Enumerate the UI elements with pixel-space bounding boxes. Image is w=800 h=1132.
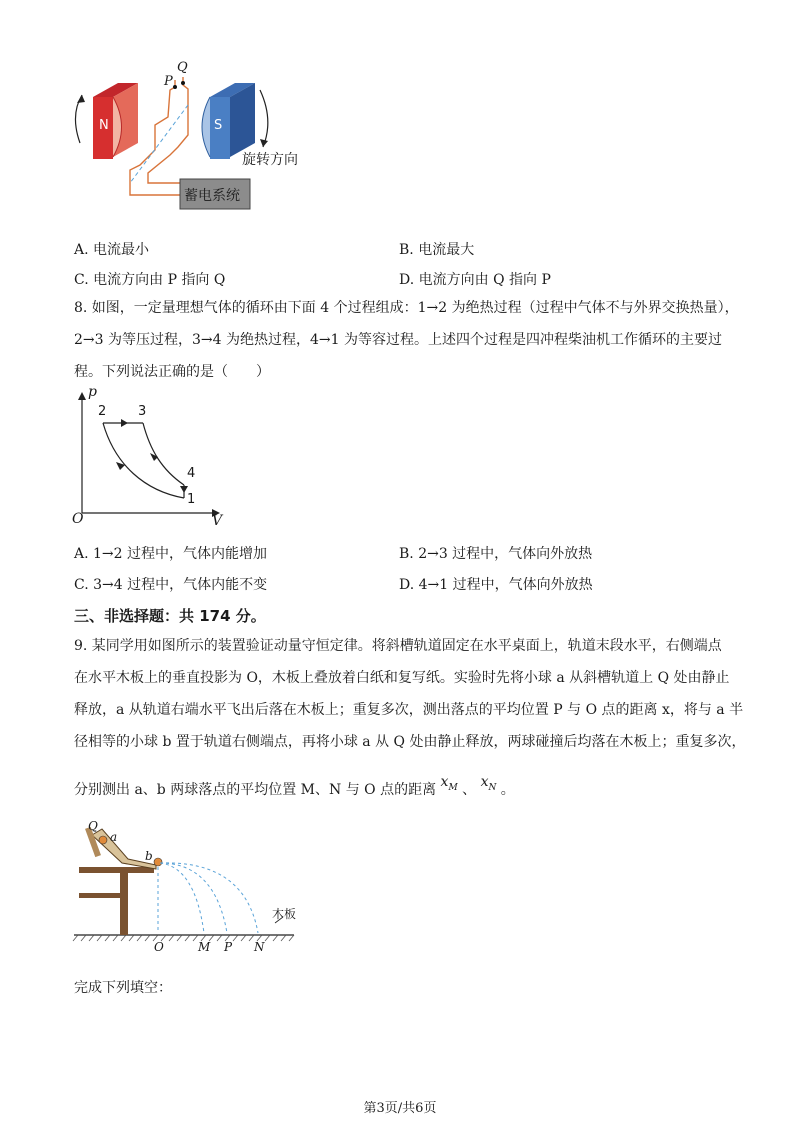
q8-option-d: D. 4→1 过程中，气体向外放热 [399,577,593,593]
pv-axis-v: V [212,513,223,529]
q9-stem-line3: 释放，a 从轨道右端水平飞出后落在木板上；重复多次，测出落点的平均位置 P 与 O 点的距离 x，将与 a 半 [74,702,744,718]
rotation-direction-label: 旋转方向 [242,152,298,168]
apparatus-label-b: b [145,849,153,863]
q7-option-d: D. 电流方向由 Q 指向 P [399,272,551,288]
q7-option-a: A. 电流最小 [74,242,150,258]
point-q-label: Q [177,60,188,75]
xn-symbol: $x_N$ [480,774,497,793]
q9-stem-line5 [74,774,515,806]
q7-option-b: B. 电流最大 [399,242,475,258]
q8-option-a: A. 1→2 过程中，气体内能增加 [74,546,268,562]
magnet-s-label: S [214,118,223,133]
point-p-label: P [164,74,173,89]
apparatus-label-p: P [224,940,233,954]
momentum-apparatus-figure [70,815,300,945]
pv-point-1: 1 [187,492,196,507]
pv-diagram [70,385,230,525]
pv-origin: O [72,511,84,527]
q9-stem-line2: 在水平木板上的垂直投影为 O，木板上叠放着白纸和复写纸。实验时先将小球 a 从斜槽轨道上 Q 处由静止 [74,670,730,686]
q7-option-c: C. 电流方向由 P 指向 Q [74,272,226,288]
page-footer: 第3页/共6页 [363,1101,437,1116]
apparatus-label-m: M [198,940,211,954]
storage-system-label: 蓄电系统 [184,188,240,204]
magnet-n-label: N [99,118,109,133]
q9-end: 。 [500,782,515,798]
apparatus-label-n: N [254,940,265,954]
pv-point-4: 4 [187,466,196,481]
apparatus-label-a: a [110,830,118,844]
q9-fill-instruction: 完成下列填空： [74,980,172,996]
q8-stem-line3: 程。下列说法正确的是（ ） [74,364,270,380]
q8-option-b: B. 2→3 过程中，气体向外放热 [399,546,593,562]
pv-point-2: 2 [98,404,107,419]
q9-stem-line1: 9. 某同学用如图所示的装置验证动量守恒定律。将斜槽轨道固定在水平桌面上，轨道末段水平，右侧端点 [74,638,722,654]
q8-option-c: C. 3→4 过程中，气体内能不变 [74,577,268,593]
q8-stem-line1: 8. 如图，一定量理想气体的循环由下面 4 个过程组成：1→2 为绝热过程（过程中气体不与外界交换热量）， [74,300,739,316]
pv-axis-p: p [88,384,97,400]
apparatus-label-q: Q [88,819,98,833]
apparatus-label-o: O [154,940,164,954]
apparatus-label-board: 木板 [272,907,297,921]
pv-point-3: 3 [138,404,147,419]
q9-line5-text: 分别测出 a、b 两球落点的平均位置 M、N 与 O 点的距离 [74,782,437,798]
q9-stem-line4: 径相等的小球 b 置于轨道右侧端点，再将小球 a 从 Q 处由静止释放，两球碰撞后均落在木板上；重复多次， [74,734,746,750]
xm-symbol: $x_M$ [440,774,458,793]
section-heading: 三、非选择题：共 174 分。 [74,607,266,625]
q8-stem-line2: 2→3 为等压过程，3→4 为绝热过程，4→1 为等容过程。上述四个过程是四冲程柴油机工作循环的主要过 [74,332,722,348]
q9-separator: 、 [462,782,477,798]
